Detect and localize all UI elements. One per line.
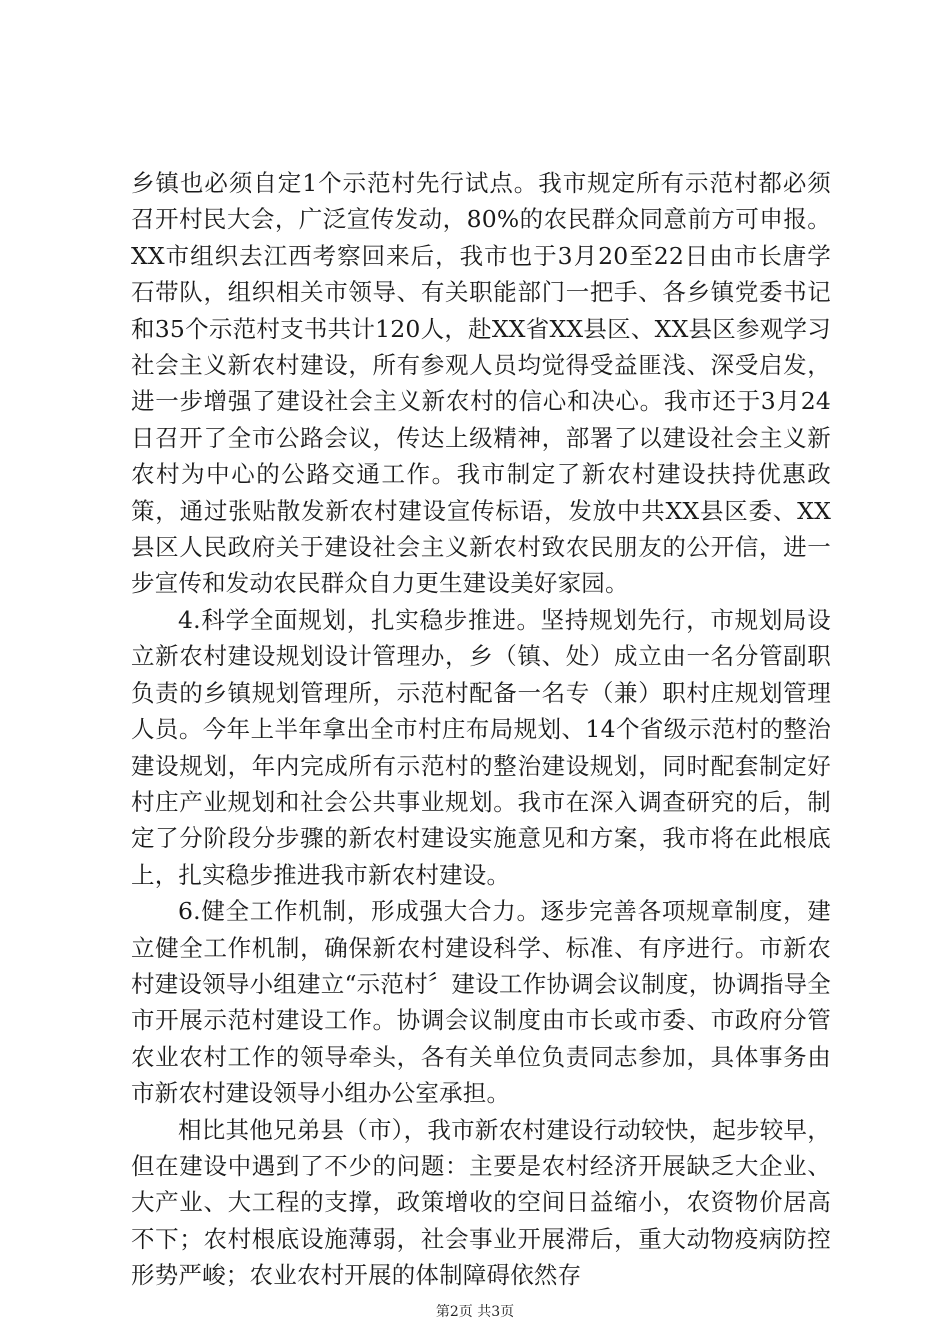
paragraph-publicity: 乡镇也必须自定1个示范村先行试点。我市规定所有示范村都必须召开村民大会，广泛宣传发动，80%的农民群众同意前方可申报。XX市组织去江西考察回来后，我市也于3月20至22日由市长唐学石带队，组织相关市领导、有关职能部门一把手、各乡镇党委书记和35个示范村支书共计120人，赴XX省XX县区、XX县区参观学习社会主义新农村建设，所有参观人员均觉得受益匪浅、深受启发，进一步增强了建设社会主义新农村的信心和决心。我市还于3月24日召开了全市公路会议，传达上级精神，部署了以建设社会主义新农村为中心的公路交通工作。我市制定了新农村建设扶持优惠政策，通过张贴散发新农村建设宣传标语，发放中共XX县区委、XX县区人民政府关于建设社会主义新农村致农民朋友的公开信，进一步宣传和发动农民群众自力更生建设美好家园。: [131, 169, 831, 598]
document-body: [131, 165, 831, 1294]
page-number-footer: 第2页 共3页: [435, 1304, 515, 1320]
paragraph-problems: 相比其他兄弟县（市），我市新农村建设行动较快，起步较早，但在建设中遇到了不少的问题：主要是农村经济开展缺乏大企业、大产业、大工程的支撑，政策增收的空间日益缩小，农资物价居高不下；农村根底设施薄弱，社会事业开展滞后，重大动物疫病防控形势严峻；农业农村开展的体制障碍依然存: [131, 1115, 831, 1290]
paragraph-planning: 4.科学全面规划，扎实稳步推进。坚持规划先行，市规划局设立新农村建设规划设计管理办，乡（镇、处）成立由一名分管副职负责的乡镇规划管理所，示范村配备一名专（兼）职村庄规划管理人员。今年上半年拿出全市村庄布局规划、14个省级示范村的整治建设规划，年内完成所有示范村的整治建设规划，同时配套制定好村庄产业规划和社会公共事业规划。我市在深入调查研究的后，制定了分阶段分步骤的新农村建设实施意见和方案，我市将在此根底上，扎实稳步推进我市新农村建设。: [131, 605, 831, 889]
paragraph-mechanism: 6.健全工作机制，形成强大合力。逐步完善各项规章制度，建立健全工作机制，确保新农村建设科学、标准、有序进行。市新农村建设领导小组建立“示范村〞建设工作协调会议制度，协调指导全市开展示范村建设工作。协调会议制度由市长或市委、市政府分管农业农村工作的领导牵头，各有关单位负责同志参加，具体事务由市新农村建设领导小组办公室承担。: [131, 897, 831, 1108]
